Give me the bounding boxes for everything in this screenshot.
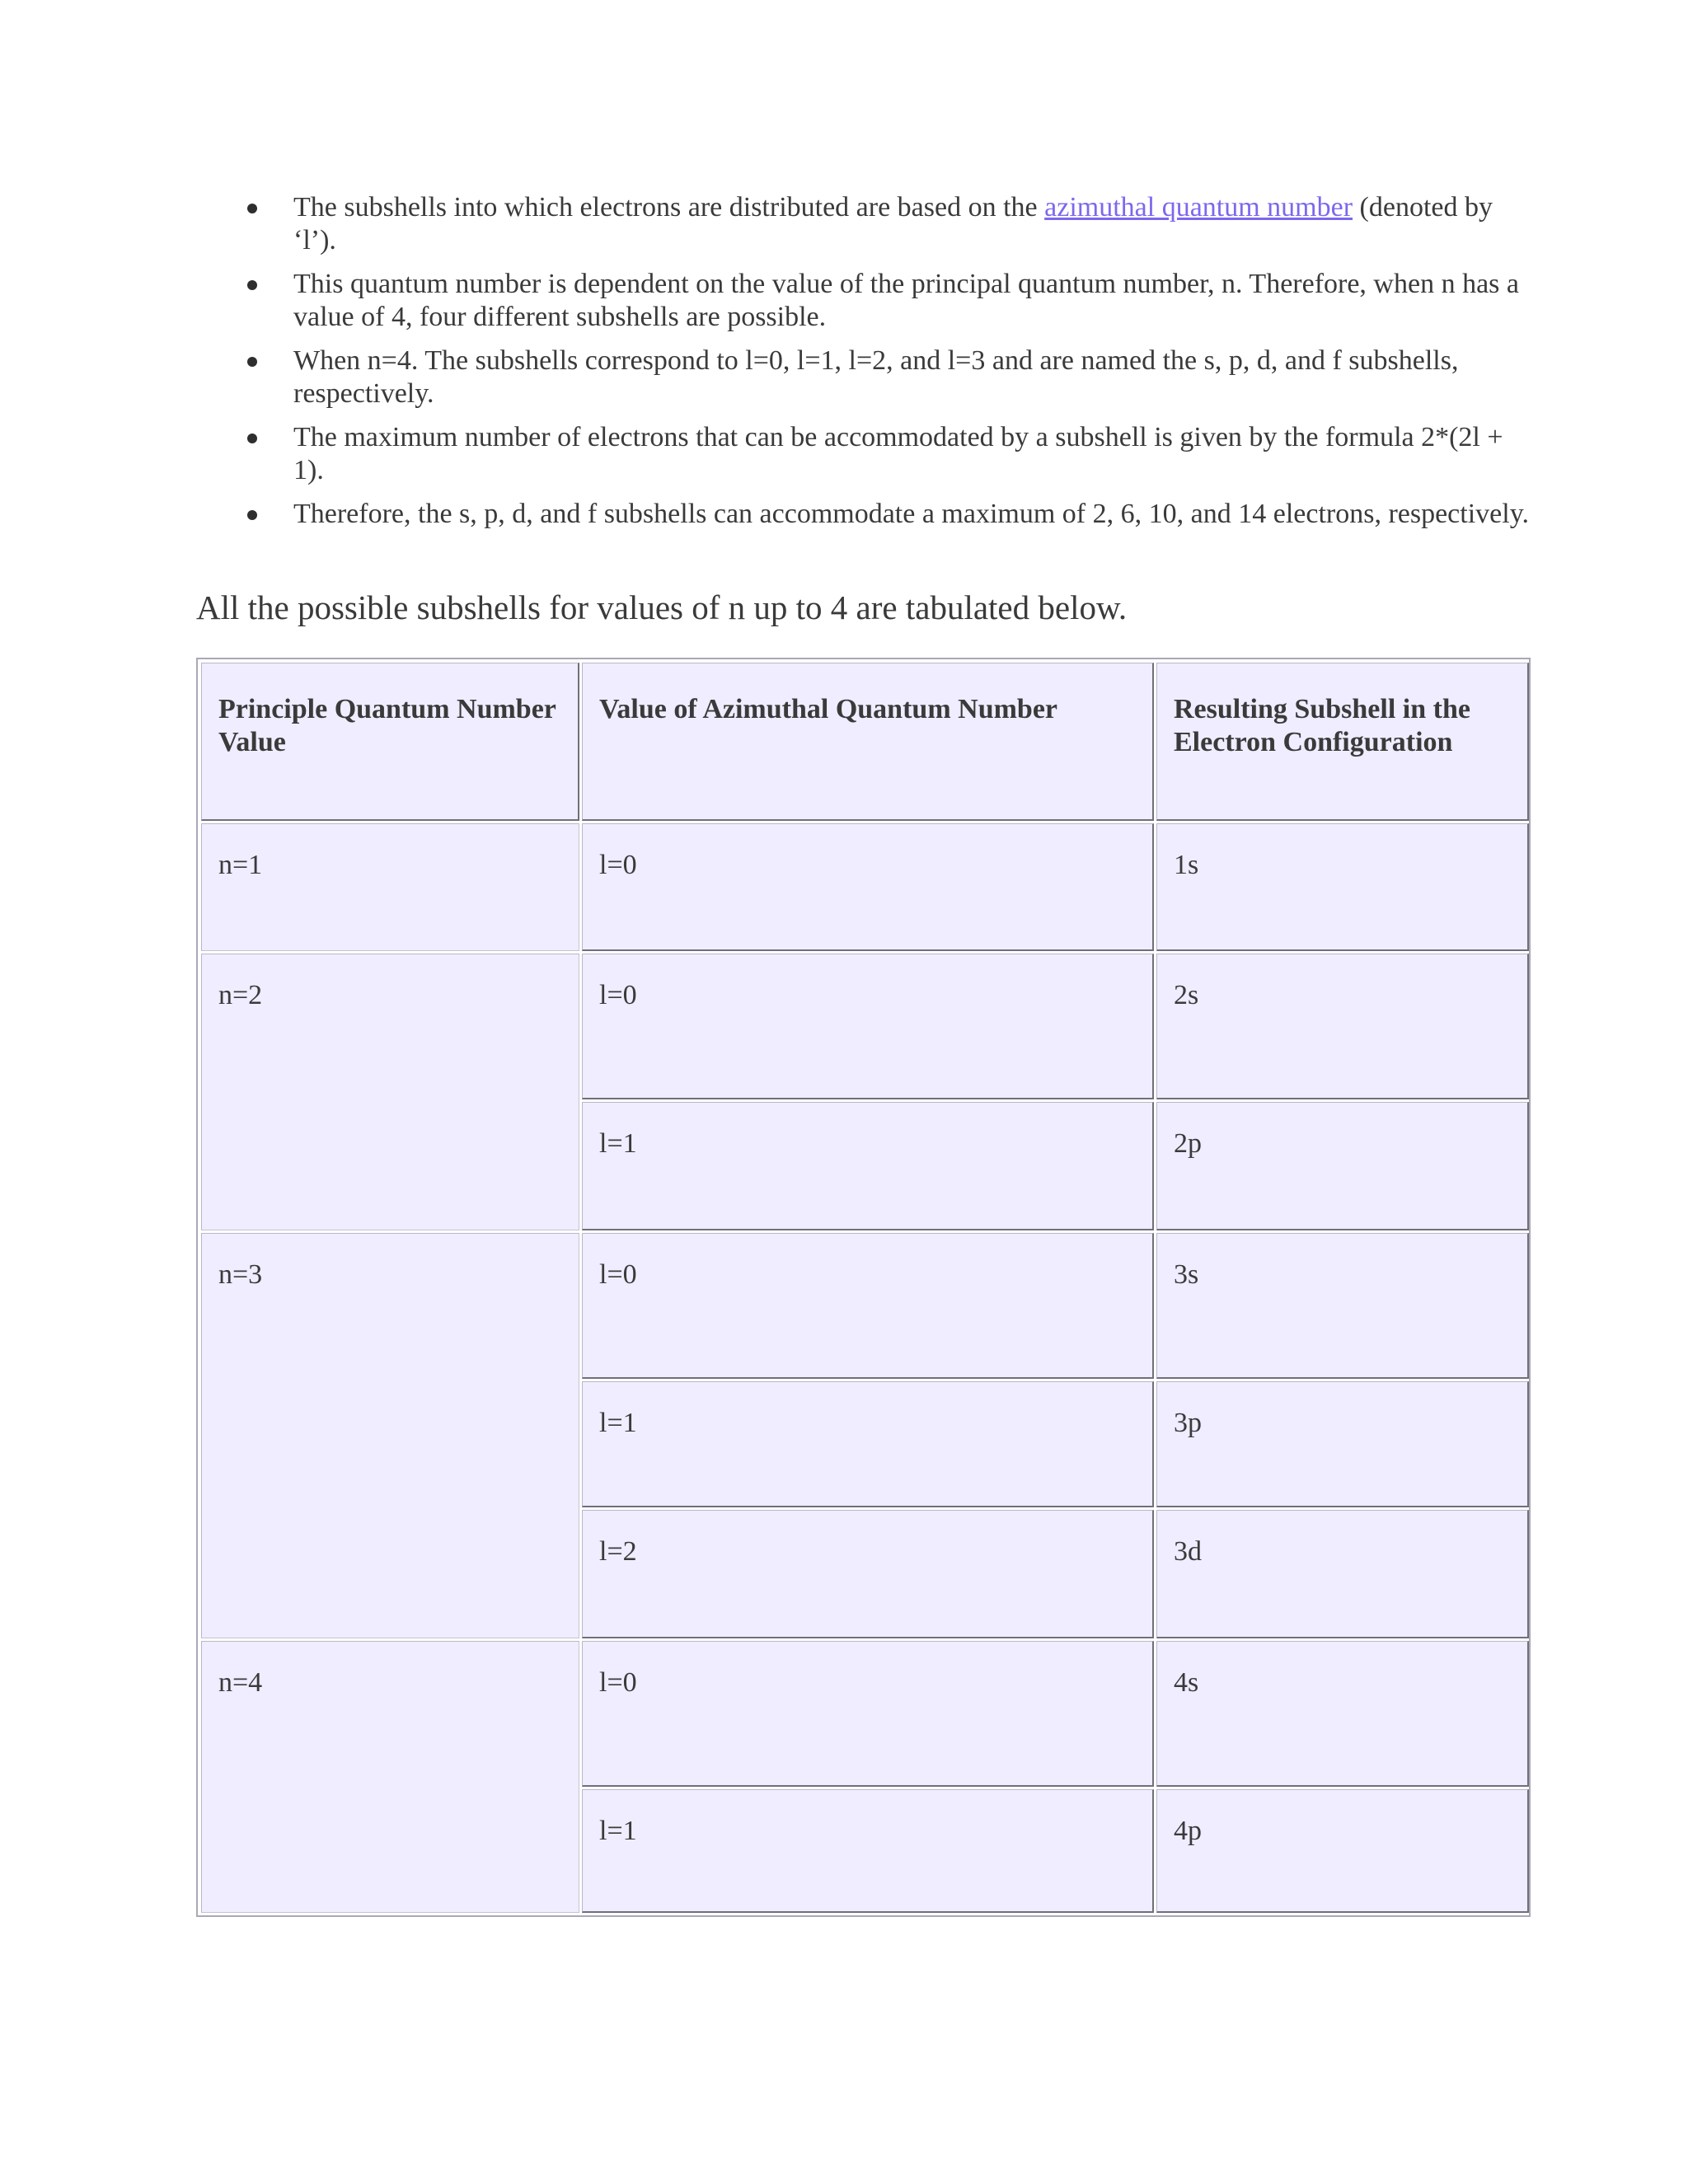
cell-l-value: l=2 [582,1510,1154,1638]
cell-l-value: l=0 [582,954,1154,1099]
bullet-item [293,344,1530,410]
bullet-dot-icon [247,357,257,367]
bullet-item [293,498,1530,531]
cell-l-value: l=1 [582,1102,1154,1230]
cell-l-value: l=1 [582,1381,1154,1507]
cell-subshell: 4s [1156,1641,1529,1787]
bullet-text: Therefore, the s, p, d, and f subshells can accommodate a maximum of 2, 6, 10, and 14 electrons, respectively. [293,499,1529,529]
cell-l-value: l=1 [582,1789,1154,1913]
table-intro-paragraph: All the possible subshells for values of n up to 4 are tabulated below. [196,588,1128,626]
cell-l-value: l=0 [582,1641,1154,1787]
cell-subshell: 2s [1156,954,1529,1099]
bullet-text: The maximum number of electrons that can be accommodated by a subshell is given by the formula 2*(2l + 1). [293,422,1503,485]
cell-subshell: 3p [1156,1381,1529,1507]
bullet-text: When n=4. The subshells correspond to l=0, l=1, l=2, and l=3 and are named the s, p, d, and f subshells, respectively. [293,345,1459,409]
bullet-list [247,191,1530,541]
cell-l-value: l=0 [582,823,1154,951]
cell-n-value-4: n=4 [201,1641,579,1913]
header-azimuthal-quantum-number: Value of Azimuthal Quantum Number [582,663,1154,821]
cell-n-value-1: n=1 [201,823,579,951]
bullet-dot-icon [247,280,257,290]
bullet-text-before-link: The subshells into which electrons are distributed are based on the [293,192,1045,223]
bullet-text: This quantum number is dependent on the value of the principal quantum number, n. Therefore, when n has a value of 4, four different subshells are possible. [293,269,1519,332]
cell-subshell: 3s [1156,1233,1529,1379]
cell-subshell: 2p [1156,1102,1529,1230]
bullet-dot-icon [247,434,257,443]
cell-subshell: 1s [1156,823,1529,951]
bullet-dot-icon [247,510,257,520]
bullet-item [293,191,1530,257]
cell-subshell: 4p [1156,1789,1529,1913]
cell-subshell: 3d [1156,1510,1529,1638]
bullet-item [293,421,1530,487]
bullet-item [293,268,1530,334]
subshell-table [196,658,1531,1917]
cell-l-value: l=0 [582,1233,1154,1379]
cell-n-value-3: n=3 [201,1233,579,1638]
bullet-dot-icon [247,204,257,213]
bullet-text-after-link: (denoted by ‘l’). [293,192,1493,255]
header-principle-quantum-number: Principle Quantum Number Value [201,663,579,821]
header-resulting-subshell: Resulting Subshell in the Electron Configuration [1156,663,1529,821]
azimuthal-quantum-number-link[interactable]: azimuthal quantum number [1044,192,1353,223]
cell-n-value-2: n=2 [201,954,579,1230]
